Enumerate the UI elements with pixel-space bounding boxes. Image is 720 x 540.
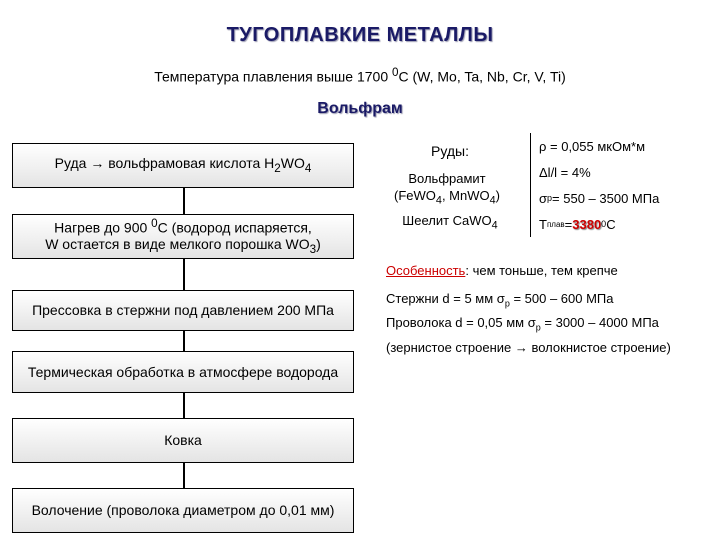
feature-wire: Проволока d = 0,05 мм $\sigma_р = 3000 - 4000$ МПа <box>386 315 659 333</box>
ores-heading: Руды: <box>431 143 469 159</box>
property-melting-point: Т плав = 3380 0 С <box>539 216 616 232</box>
process-step-ore-to-acid <box>12 143 354 188</box>
step6-text: Волочение (проволока диаметром до 0,01 мм) <box>31 502 335 518</box>
property-elongation: Δl/l = 4% <box>539 164 591 180</box>
flow-connector-2 <box>183 259 185 290</box>
subtitle-degree: 0 <box>392 66 399 79</box>
subtitle-text: Температура плавления выше 1700 <box>154 68 392 85</box>
process-step-forging <box>12 418 354 463</box>
flow-connector-3 <box>183 331 185 351</box>
properties-list <box>530 133 720 237</box>
wolframite-formula: (FeWO$_4$, MnWO$_4$) <box>394 188 500 207</box>
process-step-heating <box>12 214 354 259</box>
ore-wolframite <box>372 170 522 210</box>
step1-text: Руда → вольфрамовая кислота $H_2WO_4$ <box>54 154 312 175</box>
ore-scheelite: Шеелит CaWO$_4$ <box>402 213 498 232</box>
process-step-heat-treatment <box>12 351 354 393</box>
feature-heading <box>386 263 618 278</box>
step4-text: Термическая обработка в атмосфере водорода <box>27 363 339 380</box>
metal-heading: Вольфрам <box>317 100 403 117</box>
subtitle-unit: C (W, Mo, Ta, Nb, Cr, V, Ti) <box>398 68 566 85</box>
melting-threshold-text <box>0 66 720 85</box>
wolframite-name: Вольфрамит <box>408 171 486 186</box>
feature-structure: (зернистое строение → волокнистое строение) <box>386 340 671 355</box>
property-strength: σ р = 550 – 3500 МПа <box>539 190 660 206</box>
flow-connector-5 <box>183 463 185 488</box>
feature-rod: Стержни d = 5 мм $\sigma_р = 500 - 600$ МПа <box>386 291 614 309</box>
step5-text: Ковка <box>164 432 202 448</box>
feature-text: : чем тоньше, тем крепче <box>465 263 618 278</box>
flow-connector-1 <box>183 188 185 214</box>
process-step-drawing <box>12 488 354 533</box>
page-title: ТУГОПЛАВКИЕ МЕТАЛЛЫ <box>226 24 494 46</box>
flow-connector-4 <box>183 393 185 418</box>
step3-text: Прессовка в стержни под давлением 200 МПа <box>32 302 334 318</box>
process-step-pressing <box>12 290 354 331</box>
property-resistivity: ρ = 0,055 мкОм*м <box>539 138 646 154</box>
feature-label: Особенность <box>386 263 466 278</box>
melting-value: 3380 <box>572 216 602 232</box>
step2-text: Нагрев до 900 $^0$С (водород испаряется, W остается в виде мелкого порошка $WO_3$) <box>45 216 321 257</box>
